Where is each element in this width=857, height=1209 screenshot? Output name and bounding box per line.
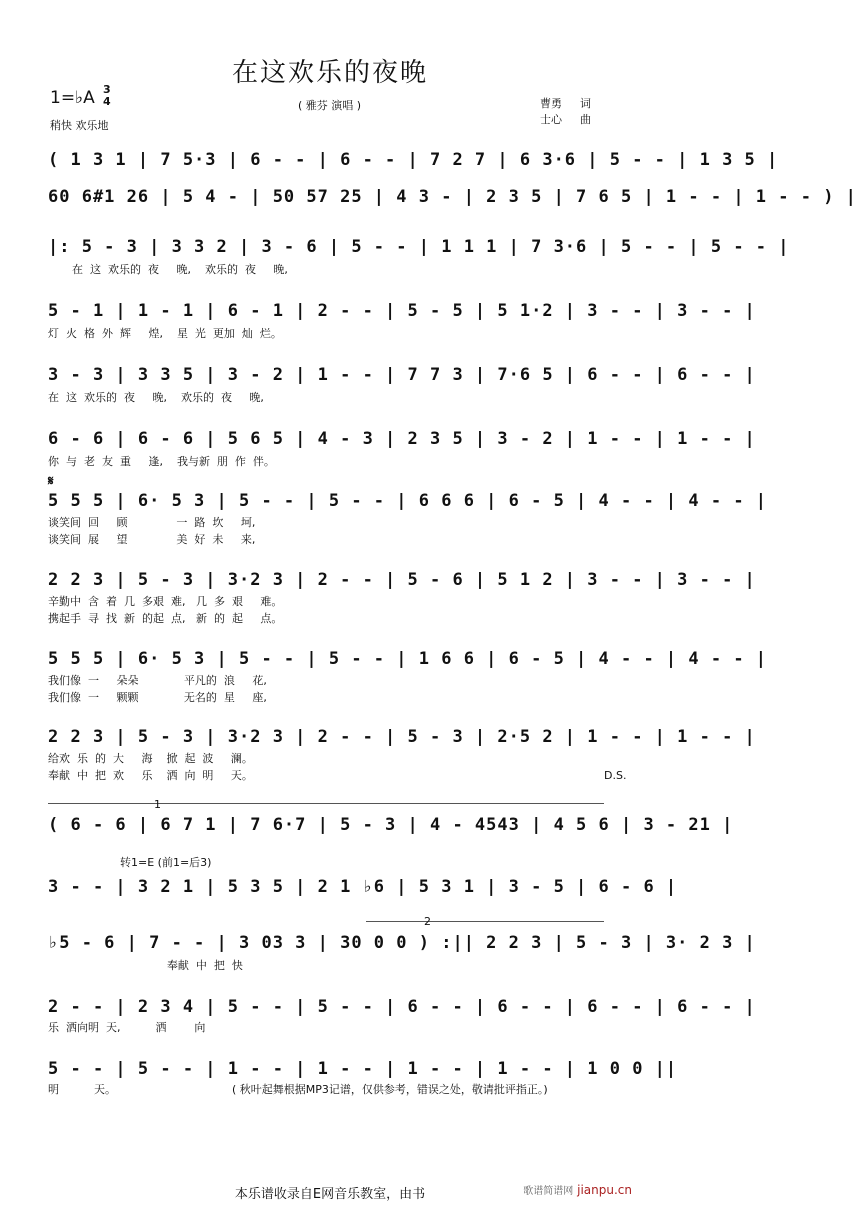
notation-line-4: 5 - 1 | 1 - 1 | 6 - 1 | 2 - - | 5 - 5 | 5 1·2 | 3 - - | 3 - - | <box>48 301 756 321</box>
composer-name: 士心 <box>540 113 562 126</box>
notation-line-15: 5 - - | 5 - - | 1 - - | 1 - - | 1 - - | 1 - - | 1 0 0 || <box>48 1059 678 1079</box>
watermark <box>523 1182 632 1197</box>
notation-line-3: |: 5 - 3 | 3 3 2 | 3 - 6 | 5 - - | 1 1 1 | 7 3·6 | 5 - - | 5 - - | <box>48 237 790 257</box>
lyric-line-7a: 谈笑间 回 顾 一 路 坎 坷, <box>48 516 256 529</box>
notation-line-5: 3 - 3 | 3 3 5 | 3 - 2 | 1 - - | 7 7 3 | 7·6 5 | 6 - - | 6 - - | <box>48 365 756 385</box>
lyric-line-14a: 乐 洒向明 天, 洒 向 <box>48 1021 206 1034</box>
volta-2-bracket <box>366 921 604 922</box>
lyric-line-10b: 奉献 中 把 欢 乐 洒 向 明 天。 <box>48 769 253 782</box>
volta-1-label: 1 <box>154 798 161 811</box>
notation-line-2: 60 6#1 26 | 5 4 - | 50 57 25 | 4 3 - | 2 3 5 | 7 6 5 | 1 - - | 1 - - ) | <box>48 187 857 207</box>
watermark-url: jianpu.cn <box>577 1183 632 1197</box>
meter-top: 3 <box>103 83 111 96</box>
segno-mark: 𝄋 <box>48 474 54 489</box>
tempo-marking: 稍快 欢乐地 <box>50 119 109 132</box>
lyric-line-7b: 谈笑间 展 望 美 好 未 来, <box>48 533 256 546</box>
lyric-line-15a: 明 天。 <box>48 1083 116 1096</box>
lyric-line-3a: 在 这 欢乐的 夜 晚, 欢乐的 夜 晚, <box>72 263 288 276</box>
notation-line-10: 2 2 3 | 5 - 3 | 3·2 3 | 2 - - | 5 - 3 | 2·5 2 | 1 - - | 1 - - | <box>48 727 756 747</box>
composer-role: 曲 <box>580 113 591 126</box>
composer-credit <box>540 111 591 127</box>
lyric-line-5a: 在 这 欢乐的 夜 晚, 欢乐的 夜 晚, <box>48 391 264 404</box>
notation-line-13: ♭5 - 6 | 7 - - | 3 03 3 | 30 0 0 ) :|| 2 2 3 | 5 - 3 | 3· 2 3 | <box>48 933 756 953</box>
lyric-line-9a: 我们像 一 朵朵 平凡的 浪 花, <box>48 674 267 687</box>
lyricist-credit <box>540 95 591 111</box>
time-signature <box>103 84 111 108</box>
lyricist-name: 曹勇 <box>540 97 562 110</box>
volta-1-bracket <box>48 803 604 804</box>
lyric-line-4a: 灯 火 格 外 辉 煌, 星 光 更加 灿 烂。 <box>48 327 282 340</box>
key-signature: 1=♭A <box>50 88 95 108</box>
song-title: 在这欢乐的夜晚 <box>231 58 428 88</box>
lyric-line-9b: 我们像 一 颗颗 无名的 星 座, <box>48 691 267 704</box>
notation-line-12: 3 - - | 3 2 1 | 5 3 5 | 2 1 ♭6 | 5 3 1 | 3 - 5 | 6 - 6 | <box>48 877 678 897</box>
notation-line-7: 5 5 5 | 6· 5 3 | 5 - - | 5 - - | 6 6 6 | 6 - 5 | 4 - - | 4 - - | <box>48 491 768 511</box>
performer: ( 雅芬 演唱 ) <box>298 99 362 112</box>
notation-line-11: ( 6 - 6 | 6 7 1 | 7 6·7 | 5 - 3 | 4 - 4543 | 4 5 6 | 3 - 21 | <box>48 815 734 835</box>
notation-line-14: 2 - - | 2 3 4 | 5 - - | 5 - - | 6 - - | 6 - - | 6 - - | 6 - - | <box>48 997 756 1017</box>
modulation-marking: 转1=E (前1=后3) <box>120 856 212 869</box>
footer-source: 本乐谱收录自E网音乐教室，由书 <box>234 1187 426 1202</box>
notation-line-9: 5 5 5 | 6· 5 3 | 5 - - | 5 - - | 1 6 6 | 6 - 5 | 4 - - | 4 - - | <box>48 649 768 669</box>
ds-mark: D.S. <box>604 769 627 782</box>
notation-line-6: 6 - 6 | 6 - 6 | 5 6 5 | 4 - 3 | 2 3 5 | 3 - 2 | 1 - - | 1 - - | <box>48 429 756 449</box>
watermark-text: 歌谱简谱网 <box>523 1186 574 1197</box>
lyric-line-6a: 你 与 老 友 重 逢, 我与新 朋 作 伴。 <box>48 455 275 468</box>
closing-note: ( 秋叶起舞根据MP3记谱，仅供参考，错误之处，敬请批评指正。) <box>232 1083 548 1096</box>
notation-line-8: 2 2 3 | 5 - 3 | 3·2 3 | 2 - - | 5 - 6 | 5 1 2 | 3 - - | 3 - - | <box>48 570 756 590</box>
lyric-line-8b: 携起手 寻 找 新 的起 点, 新 的 起 点。 <box>48 612 283 625</box>
lyric-line-13a: 奉献 中 把 快 <box>48 959 243 972</box>
notation-line-1: ( 1 3 1 | 7 5·3 | 6 - - | 6 - - | 7 2 7 | 6 3·6 | 5 - - | 1 3 5 | <box>48 150 779 170</box>
lyric-line-10a: 给欢 乐 的 大 海 掀 起 波 澜。 <box>48 752 253 765</box>
meter-bottom: 4 <box>103 95 111 108</box>
volta-2-label: 2 <box>424 915 431 928</box>
lyric-line-8a: 辛勤中 含 着 几 多艰 难, 几 多 艰 难。 <box>48 595 283 608</box>
lyricist-role: 词 <box>580 97 591 110</box>
